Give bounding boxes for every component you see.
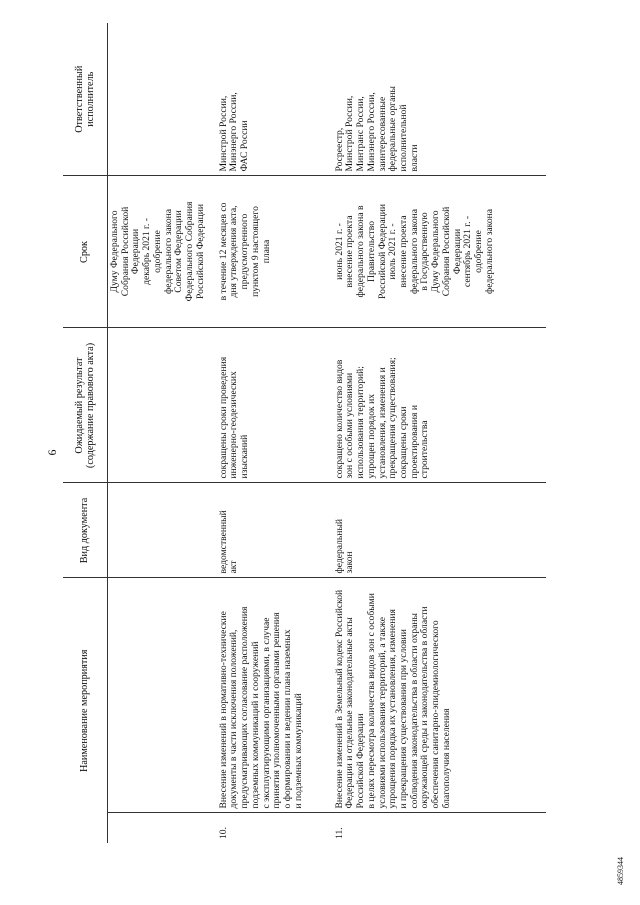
cell-line: предусматривающих согласование расположения xyxy=(239,606,251,809)
cell-term xyxy=(330,176,546,328)
document-id: 4859344 xyxy=(616,857,625,885)
header-responsible-sublabel: исполнитель xyxy=(85,71,96,127)
cell-line: власти xyxy=(408,144,420,172)
cell-line: зон с особыми условиями xyxy=(344,372,356,479)
cell-line: принятия уполномоченными органами решения xyxy=(271,612,283,809)
cell-line: федерального закона xyxy=(162,208,174,294)
cell-line: окружающей среды и законодательства в области xyxy=(419,606,431,809)
header-result xyxy=(63,328,108,483)
cell-line: установления, изменения и xyxy=(376,367,388,479)
cell-num xyxy=(108,813,210,843)
header-name-label: Наименование мероприятия xyxy=(79,649,91,772)
cell-term xyxy=(210,176,330,328)
cell-line: внесение проекта xyxy=(398,215,410,288)
page-number: 6 xyxy=(45,449,59,456)
cell-line: благополучия населения xyxy=(440,708,452,809)
cell-term xyxy=(108,176,210,328)
cell-line: пунктом 9 настоящего xyxy=(249,206,261,297)
cell-line: ФАС России xyxy=(239,120,251,172)
header-term-label: Срок xyxy=(79,241,91,263)
cell-line: и прекращения существования при условии xyxy=(398,629,410,809)
table-row xyxy=(108,23,210,843)
cell-doc-type xyxy=(330,483,546,578)
cell-line: Росреестр, xyxy=(333,127,345,172)
cell-line: Российской Федерации xyxy=(194,203,206,299)
header-name xyxy=(63,578,108,843)
cell-line: Федерации xyxy=(451,228,463,275)
cell-line: обеспечения санитарно-эпидемиологического xyxy=(430,620,442,809)
cell-line: изысканий xyxy=(239,434,251,479)
cell-name xyxy=(108,578,210,813)
cell-line: Внесение изменений в нормативно-технические xyxy=(217,611,229,809)
cell-responsible xyxy=(108,23,210,176)
cell-line: использования территорий; xyxy=(355,366,367,479)
header-responsible-label: Ответственный xyxy=(73,65,85,133)
cell-name xyxy=(210,578,330,813)
cell-line: Минстрой России, xyxy=(217,95,229,172)
cell-line: сокращены сроки проведения xyxy=(217,356,229,479)
cell-line: соблюдения законодательства в области охраны xyxy=(408,613,420,809)
cell-line: документы в части исключения положений, xyxy=(228,629,240,809)
cell-result xyxy=(108,328,210,483)
cell-line: федерального закона в xyxy=(355,205,367,298)
cell-responsible xyxy=(210,23,330,176)
header-result-sublabel: (содержание правового акта) xyxy=(85,342,96,469)
table-row xyxy=(330,23,546,843)
cell-line: Федерации xyxy=(130,228,142,275)
cell-line: Минэнерго России, xyxy=(365,92,377,172)
cell-line: строительства xyxy=(419,420,431,479)
cell-line: исполнительной xyxy=(398,104,410,172)
table-header-row xyxy=(63,23,108,843)
cell-line: дня утверждения акта, xyxy=(228,205,240,298)
cell-line: в Государственную xyxy=(419,212,431,291)
cell-line: Российской Федерации xyxy=(355,713,367,809)
cell-line: Федерального Собрания xyxy=(184,201,196,302)
cell-line: проектирования и xyxy=(408,405,420,479)
cell-line: Собрания Российской xyxy=(119,206,131,297)
cell-line: одобрение xyxy=(151,230,163,273)
cell-num: 11. xyxy=(333,827,345,839)
cell-line: внесение проекта xyxy=(344,215,356,288)
cell-name xyxy=(330,578,546,813)
cell-line: о формировании и ведении плана наземных xyxy=(282,629,294,809)
cell-line: июль 2021 г. - xyxy=(387,223,399,280)
cell-line: федеральные органы xyxy=(387,86,399,172)
cell-line: Внесение изменений в Земельный кодекс Российской xyxy=(333,589,345,809)
table-row xyxy=(210,23,330,843)
cell-line: Минтранс России, xyxy=(355,96,367,172)
cell-line: Думу Федерального xyxy=(430,210,442,293)
cell-line: ведомственный xyxy=(217,510,229,574)
cell-responsible xyxy=(330,23,546,176)
cell-line: Собрания Российской xyxy=(440,206,452,297)
cell-line: условиями использования территорий, а также xyxy=(376,617,388,809)
cell-line: Минстрой России, xyxy=(344,95,356,172)
cell-line: одобрение xyxy=(473,230,485,273)
header-doc-type xyxy=(63,483,108,578)
cell-line: Федерации и отдельные законодательные акты xyxy=(344,617,356,809)
cell-line: Думу Федерального xyxy=(109,210,120,293)
header-responsible xyxy=(63,23,108,176)
cell-line: заинтересованные xyxy=(376,96,388,172)
cell-line: плана xyxy=(260,239,272,264)
cell-line: сокращено количество видов xyxy=(333,359,345,479)
cell-line: декабрь 2021 г. - xyxy=(141,218,153,285)
cell-line: предусмотренного xyxy=(239,213,251,290)
header-doc-type-label: Вид документа xyxy=(79,497,91,564)
cell-line: с эксплуатирующими организациями, в случае xyxy=(260,617,272,809)
cell-line: сентябрь 2021 г. - xyxy=(462,215,474,288)
cell-doc-type xyxy=(108,483,210,578)
cell-num: 10. xyxy=(217,827,229,839)
cell-line: инженерно-геодезических xyxy=(228,371,240,479)
cell-result xyxy=(330,328,546,483)
cell-line: сокращены сроки xyxy=(398,406,410,479)
cell-result xyxy=(210,328,330,483)
cell-doc-type xyxy=(210,483,330,578)
measures-table xyxy=(63,23,546,843)
cell-line: федерального закона xyxy=(408,208,420,294)
cell-line: федерального закона xyxy=(483,208,495,294)
cell-line: и подземных коммуникаций xyxy=(292,693,304,809)
cell-line: Советом Федерации xyxy=(173,210,185,293)
cell-line: Российской Федерации xyxy=(376,203,388,299)
cell-line: закон xyxy=(344,551,356,574)
cell-line: июнь 2021 г. - xyxy=(333,223,345,280)
cell-line: упрощен порядок их xyxy=(365,393,377,479)
cell-line: акт xyxy=(228,560,240,574)
cell-line: федеральный xyxy=(333,518,345,574)
cell-line: подземных коммуникаций и сооружений xyxy=(249,641,261,809)
cell-line: в целях пересмотра количества видов зон с особыми xyxy=(365,593,377,809)
cell-line: в течение 12 месяцев со xyxy=(217,202,229,301)
cell-line: упрощения порядка их установления, изменения xyxy=(387,609,399,809)
cell-line: Минэнерго России, xyxy=(228,92,240,172)
header-result-label: Ожидаемый результат xyxy=(73,357,85,454)
cell-line: Правительство xyxy=(365,221,377,282)
cell-line: прекращения существования; xyxy=(387,357,399,479)
header-term xyxy=(63,176,108,328)
